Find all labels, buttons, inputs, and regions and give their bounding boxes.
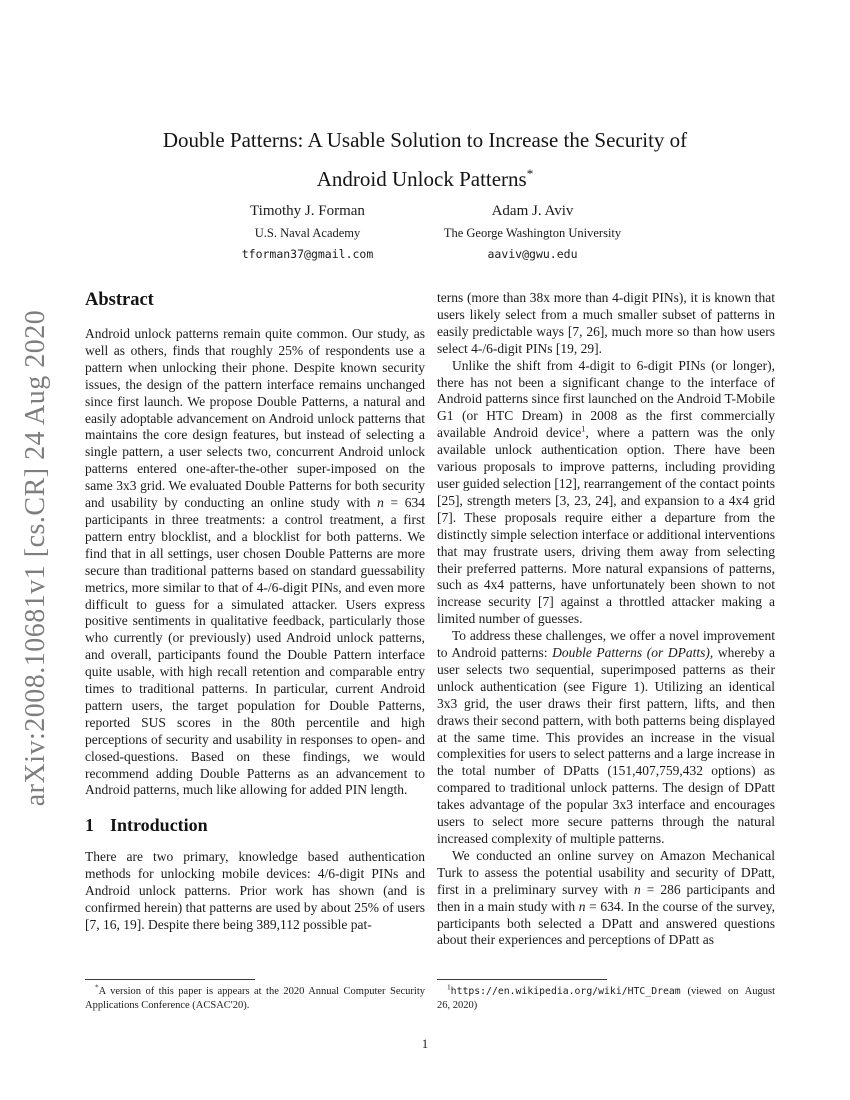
italic-n-286: n bbox=[634, 881, 641, 897]
abstract-heading: Abstract bbox=[85, 290, 154, 310]
section-title: Introduction bbox=[110, 815, 208, 836]
author-affiliation: U.S. Naval Academy bbox=[254, 226, 361, 240]
italic-n-634: n bbox=[578, 898, 586, 914]
footnote-asterisk-marker: * bbox=[95, 982, 99, 992]
footnote-left-body: A version of this paper is appears at the 2020 Annual Computer Security Applications Conference (ACSAC'20). bbox=[85, 986, 425, 1011]
author-name: Adam J. Aviv bbox=[491, 203, 574, 219]
dpatts-term-italic: Double Patterns (or DPatts), bbox=[552, 645, 714, 661]
paper-title-line2: Android Unlock Patterns bbox=[316, 167, 527, 191]
htc-dream-url-link[interactable]: https://en.wikipedia.org/wiki/HTC_Dream bbox=[450, 986, 681, 997]
page-number: 1 bbox=[421, 1037, 429, 1051]
paragraph-4-text-cont: = 634. In the course of the survey, participants both selected a DPatt and answered questions about their experiences and perceptions of DPatt as bbox=[437, 898, 775, 948]
right-column bbox=[437, 290, 775, 949]
footnote-left bbox=[85, 979, 425, 1012]
footnote-reference-1[interactable]: 1 bbox=[581, 424, 586, 434]
footnote-rule bbox=[85, 979, 255, 980]
footnote-right-body: (viewed on August 26, 2020) bbox=[437, 986, 775, 1011]
left-column bbox=[85, 290, 425, 934]
title-footnote-marker: * bbox=[526, 166, 534, 181]
arxiv-watermark: arXiv:2008.10681v1 [cs.CR] 24 Aug 2020 bbox=[20, 309, 51, 807]
author-affiliation: The George Washington University bbox=[443, 226, 622, 240]
abstract-italic-n: n bbox=[377, 495, 384, 511]
paragraph-3-text-cont: whereby a user selects two sequential, superimposed patterns as their unlock authentication (see Figure 1). Utilizing an identical 3x3 grid, the user draws their first pattern, lifts, and then draws their second pattern, with both patterns being displayed at the same time. This provides an increase in the visual complexities for users to select patterns and a large increase in the total number of DPatts (151,407,759,432 options) as compared to traditional unlock patterns. The design of DPatt takes advantage of the popular 3x3 interface and encourages users to select more secure patterns through the natural increased complexity of multiple patterns. bbox=[437, 645, 775, 846]
author-email-link[interactable]: tforman37@gmail.com bbox=[241, 247, 374, 261]
paragraph-4-text-mid: = 286 participants and then in a main study with bbox=[437, 881, 775, 914]
section-heading-introduction bbox=[85, 815, 425, 836]
abstract-paragraph bbox=[85, 326, 425, 799]
footnote-right-text bbox=[437, 982, 775, 1012]
title-block bbox=[0, 124, 850, 196]
right-paragraph-4 bbox=[437, 848, 775, 949]
right-paragraph-1: terns (more than 38x more than 4-digit PINs), it is known that users likely select from a much smaller subset of patterns in easily predictable ways [7, 26], much more so than how users select 4-/6-digit PINs [19, 29]. bbox=[437, 290, 775, 356]
footnote-1-marker: 1 bbox=[447, 982, 451, 992]
section-number: 1 bbox=[85, 815, 94, 836]
paper-title bbox=[0, 124, 850, 196]
abstract-text-part1: Android unlock patterns remain quite common. Our study, as well as others, finds that roughly 25% of respondents use a pattern when unlocking their phone. Despite known security issues, the design of the pattern interface remains unchanged since first launch. We propose Double Patterns, a natural and easily adoptable advancement on Android unlock patterns that maintains the core design features, but instead of selecting a single pattern, a user selects two, concurrent Android unlock patterns entered one-after-the-other super-imposed on the same 3x3 grid. We evaluated Double Patterns for both security and usability by conducting an online study with bbox=[85, 326, 425, 511]
author-name: Timothy J. Forman bbox=[250, 203, 365, 219]
right-paragraph-2 bbox=[437, 358, 775, 629]
introduction-paragraph: There are two primary, knowledge based authentication methods for unlocking mobile devices: 4/6-digit PINs and Android unlock patterns. Prior work has shown (and is confirmed herein) that patterns are used by about 25% of users [7, 16, 19]. Despite there being 389,112 possible pat- bbox=[85, 849, 425, 932]
paragraph-2-text-cont: , where a pattern was the only available unlock authentication option. There have been various proposals to improve patterns, including providing user guided selection [12], rearrangement of the contact points [25], strength meters [3, 23, 24], and expansion to a 4x4 grid [7]. These proposals require either a departure from the distinctly simple selection interface or additional interventions that may frustrate users, driving them away from selecting their preferred patterns. More natural expansions of patterns, such as 4x4 patterns, have unfortunately been shown to not increase security [7] against a throttled attacker making a limited number of guesses. bbox=[437, 425, 775, 627]
author-email-link[interactable]: aaviv@gwu.edu bbox=[487, 247, 578, 261]
paper-title-line1: Double Patterns: A Usable Solution to Increase the Security of bbox=[162, 128, 688, 152]
footnote-left-text bbox=[85, 982, 425, 1012]
footnote-rule bbox=[437, 979, 607, 980]
paragraph-2-text: Unlike the shift from 4-digit to 6-digit PINs (or longer), there has not been a significant change to the interface of Android patterns since first launched on the Android T-Mobile G1 (or HTC Dream) in 2008 as the first commercially available Android device bbox=[437, 357, 775, 441]
abstract-text-part2: = 634 participants in three treatments: a control treatment, a first pattern entry blocklist, and a blocklist for both patterns. We find that in all settings, user chosen Double Patterns are more secure than traditional patterns based on standard guessability metrics, more similar to that of 4-/6-digit PINs, and even more difficult to guess for a simulated attacker. Users express positive sentiments in qualitative feedback, particularly those who currently (or previously) used Android unlock patterns, and overall, participants found the Double Pattern interface quite usable, with high recall retention and comparable entry times to traditional patterns. In particular, current Android pattern users, the target population for Double Patterns, reported SUS scores in the 80th percentile and high perceptions of security and usability in responses to open- and closed-questions. Based on these findings, we would recommend adding Double Patterns as an advancement to Android patterns, much like allowing for added PIN length. bbox=[85, 495, 426, 798]
paragraph-3-text: To address these challenges, we offer a novel improvement to Android patterns: bbox=[437, 628, 775, 661]
author-block-aviv bbox=[390, 203, 675, 261]
paragraph-4-text: We conducted an online survey on Amazon Mechanical Turk to assess the potential usability and security of DPatt, first in a preliminary survey with bbox=[437, 847, 775, 897]
right-paragraph-3 bbox=[437, 628, 775, 848]
footnote-right bbox=[437, 979, 775, 1012]
